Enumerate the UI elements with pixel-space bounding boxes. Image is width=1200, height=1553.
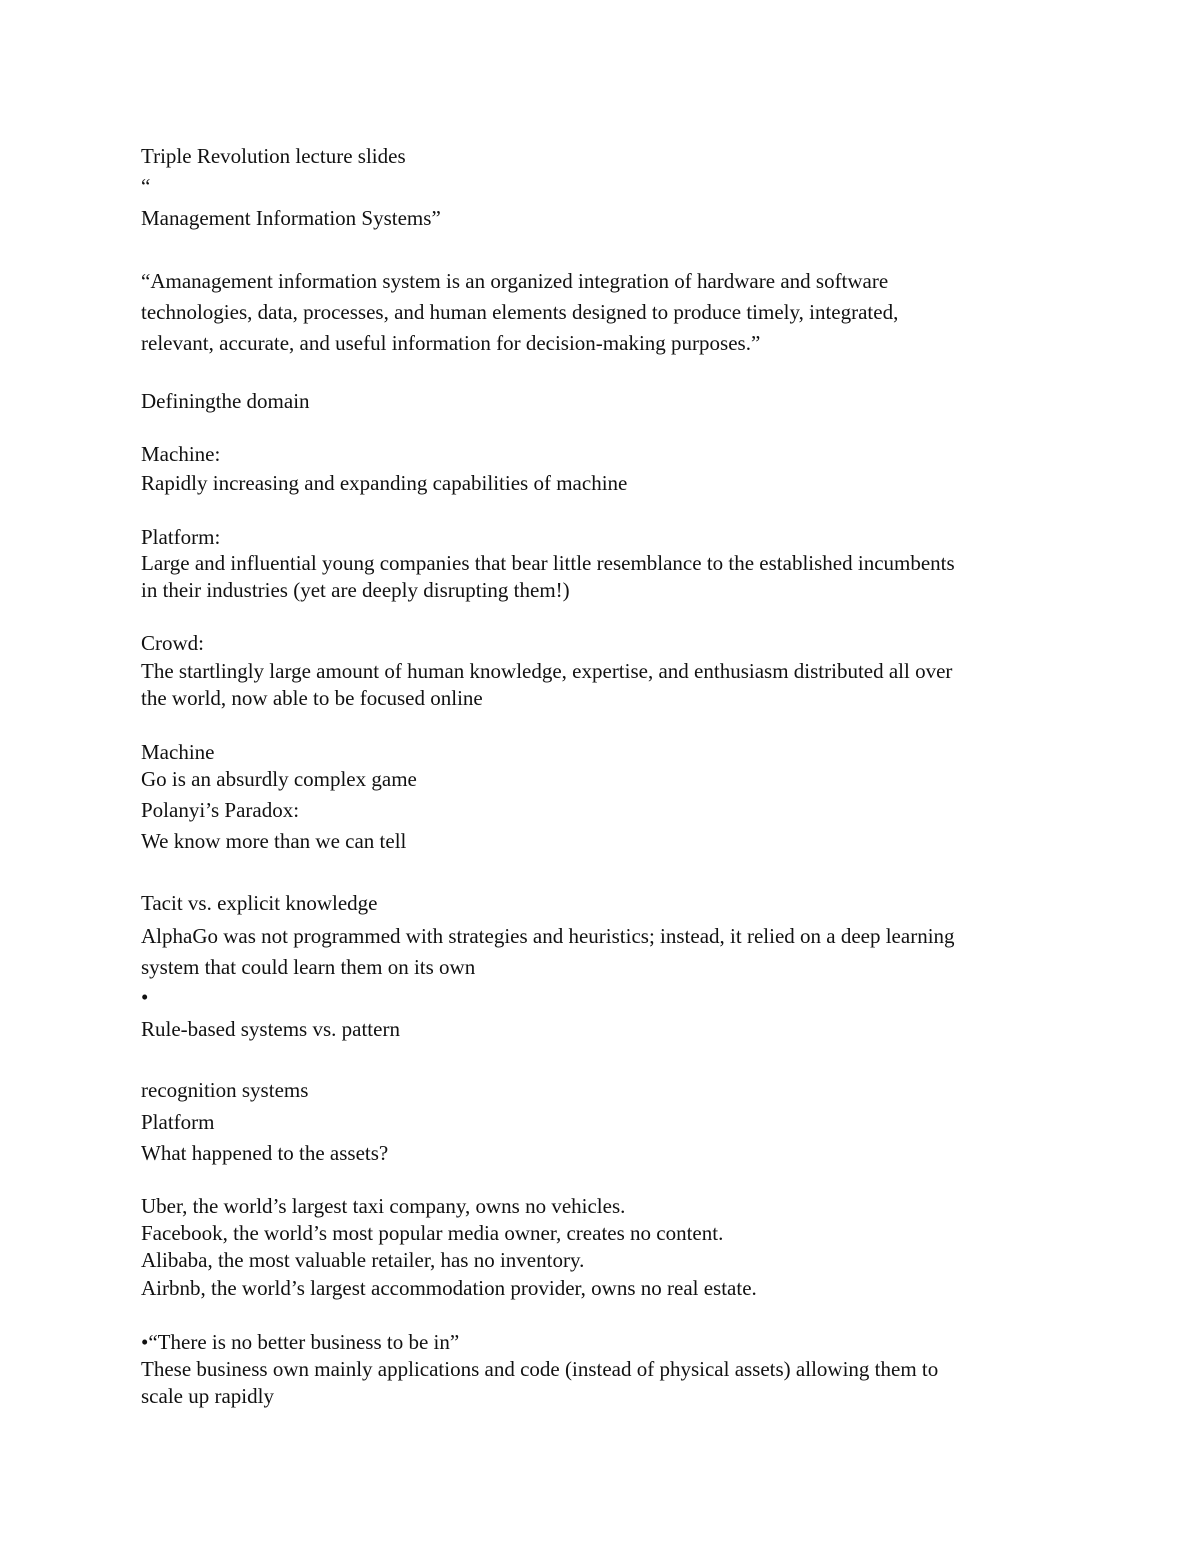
facebook-text: Facebook, the world’s most popular media owner, creates no content. — [141, 1221, 724, 1245]
business-text-2: scale up rapidly — [141, 1384, 274, 1408]
alphago-text-1: AlphaGo was not programmed with strategies and heuristics; instead, it relied on a deep learning — [141, 924, 955, 948]
paradox-text: We know more than we can tell — [141, 829, 407, 853]
quote-mark: “ — [141, 174, 151, 198]
section-heading: Definingthe domain — [141, 389, 310, 413]
business-text-1: These business own mainly applications and code (instead of physical assets) allowing them to — [141, 1357, 939, 1381]
machine-heading: Machine — [141, 740, 215, 764]
bullet: • — [141, 985, 149, 1009]
assets-question: What happened to the assets? — [141, 1141, 389, 1165]
subtitle: Management Information Systems” — [141, 206, 441, 230]
doc-title: Triple Revolution lecture slides — [141, 144, 406, 168]
paradox-label: Polanyi’s Paradox: — [141, 798, 300, 822]
crowd-text-2: the world, now able to be focused online — [141, 686, 483, 710]
crowd-text-1: The startlingly large amount of human knowledge, expertise, and enthusiasm distributed all over — [141, 659, 953, 683]
uber-text: Uber, the world’s largest taxi company, owns no vehicles. — [141, 1194, 626, 1218]
alibaba-text: Alibaba, the most valuable retailer, has no inventory. — [141, 1248, 585, 1272]
business-quote: •“There is no better business to be in” — [141, 1330, 460, 1354]
definition-line-3: relevant, accurate, and useful information for decision-making purposes.” — [141, 331, 761, 355]
airbnb-text: Airbnb, the world’s largest accommodation provider, owns no real estate. — [141, 1276, 757, 1300]
alphago-text-2: system that could learn them on its own — [141, 955, 476, 979]
tacit-heading: Tacit vs. explicit knowledge — [141, 891, 378, 915]
machine-text: Rapidly increasing and expanding capabilities of machine — [141, 471, 628, 495]
platform-heading: Platform — [141, 1110, 215, 1134]
machine-label: Machine: — [141, 442, 221, 466]
go-text: Go is an absurdly complex game — [141, 767, 417, 791]
platform-text-1: Large and influential young companies that bear little resemblance to the established incumbents — [141, 551, 955, 575]
platform-text-2: in their industries (yet are deeply disrupting them!) — [141, 578, 570, 602]
definition-line-2: technologies, data, processes, and human elements designed to produce timely, integrated, — [141, 300, 899, 324]
platform-label: Platform: — [141, 525, 221, 549]
definition-line-1: “Amanagement information system is an organized integration of hardware and software — [141, 269, 889, 293]
recognition-text: recognition systems — [141, 1078, 309, 1102]
crowd-label: Crowd: — [141, 631, 204, 655]
rule-based-text: Rule-based systems vs. pattern — [141, 1017, 400, 1041]
